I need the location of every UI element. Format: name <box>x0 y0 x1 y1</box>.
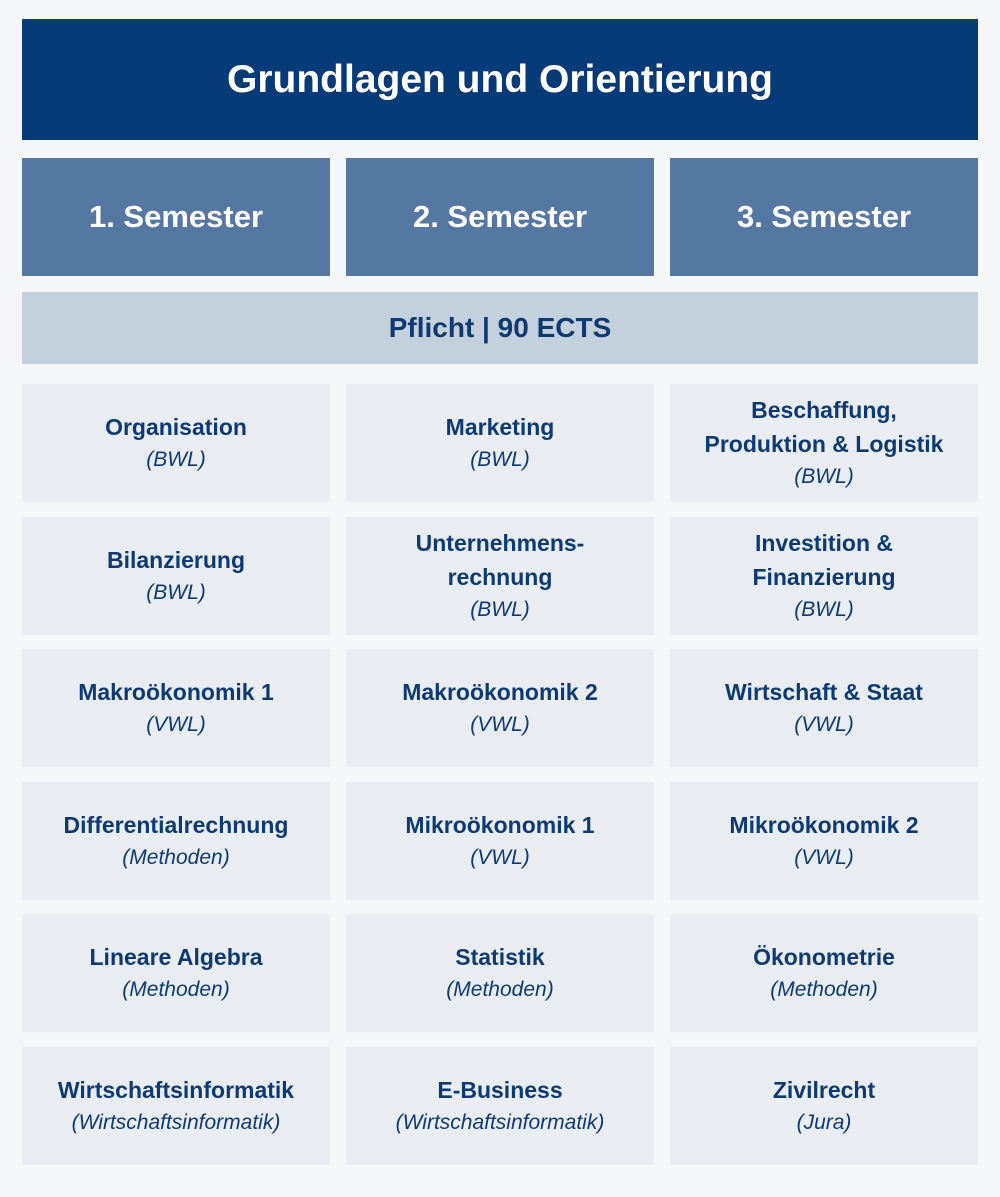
module-cell <box>22 782 330 900</box>
module-cell <box>670 914 978 1032</box>
module-category: (VWL) <box>794 846 854 869</box>
module-cell <box>22 914 330 1032</box>
module-category: (Methoden) <box>122 978 230 1001</box>
module-cell <box>670 1047 978 1165</box>
module-cell <box>346 914 654 1032</box>
semester-2-header: 2. Semester <box>346 158 654 276</box>
module-name: Wirtschaft & Staat <box>725 679 923 705</box>
module-category: (BWL) <box>470 448 530 471</box>
requirement-banner: Pflicht | 90 ECTS <box>22 292 978 364</box>
module-category: (VWL) <box>794 713 854 736</box>
module-cell <box>346 517 654 635</box>
module-category: (Methoden) <box>122 846 230 869</box>
module-category: (Wirtschaftsinformatik) <box>395 1111 605 1134</box>
module-category: (BWL) <box>470 598 530 621</box>
module-category: (BWL) <box>794 598 854 621</box>
module-category: (VWL) <box>470 713 530 736</box>
module-name: Wirtschaftsinformatik <box>57 1077 295 1103</box>
module-name: Mikroökonomik 1 <box>405 812 595 838</box>
module-name: Organisation <box>105 414 247 440</box>
module-cell <box>22 517 330 635</box>
module-name: Ökonometrie <box>753 944 895 970</box>
module-name: E-Business <box>437 1077 563 1103</box>
module-cell <box>22 1047 330 1165</box>
module-cell <box>346 1047 654 1165</box>
module-category: (BWL) <box>146 448 206 471</box>
semester-3-header: 3. Semester <box>670 158 978 276</box>
module-name: Beschaffung, Produktion & Logistik <box>704 397 944 457</box>
module-name: Differentialrechnung <box>63 812 289 838</box>
module-name: Statistik <box>455 944 545 970</box>
module-name: Makroökonomik 1 <box>78 679 274 705</box>
module-name: Makroökonomik 2 <box>402 679 598 705</box>
module-name: Mikroökonomik 2 <box>729 812 919 838</box>
module-name: Investition & Finanzierung <box>752 530 896 590</box>
module-cell <box>22 384 330 502</box>
module-cell <box>670 517 978 635</box>
module-name: Unternehmens- rechnung <box>415 530 585 590</box>
module-category: (Methoden) <box>446 978 554 1001</box>
module-category: (Jura) <box>796 1111 852 1134</box>
module-cell <box>670 782 978 900</box>
module-name: Lineare Algebra <box>89 944 263 970</box>
module-category: (BWL) <box>146 581 206 604</box>
module-category: (Methoden) <box>770 978 878 1001</box>
module-cell <box>346 649 654 767</box>
module-cell <box>346 384 654 502</box>
module-category: (BWL) <box>794 465 854 488</box>
module-name: Zivilrecht <box>772 1077 876 1103</box>
page-title: Grundlagen und Orientierung <box>22 19 978 140</box>
module-cell <box>22 649 330 767</box>
module-category: (VWL) <box>470 846 530 869</box>
module-category: (Wirtschaftsinformatik) <box>71 1111 281 1134</box>
module-cell <box>670 384 978 502</box>
module-cell <box>346 782 654 900</box>
module-category: (VWL) <box>146 713 206 736</box>
module-name: Bilanzierung <box>106 547 245 573</box>
semester-1-header: 1. Semester <box>22 158 330 276</box>
module-cell <box>670 649 978 767</box>
module-name: Marketing <box>445 414 555 440</box>
semester-header-row <box>22 158 978 276</box>
